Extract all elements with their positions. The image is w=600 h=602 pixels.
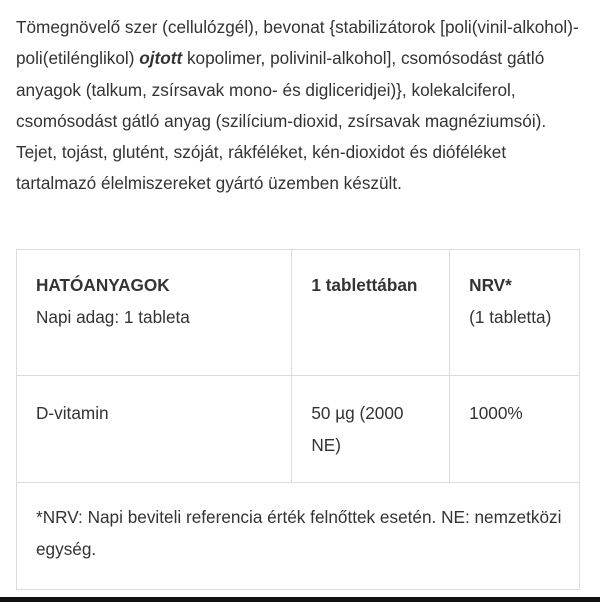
ingredients-emphasis: ojtott [139, 48, 183, 69]
header-nrv-cell [450, 250, 580, 376]
header-per-tablet: 1 tablettában [311, 275, 418, 295]
bottom-divider [0, 597, 600, 602]
header-per-tablet-cell [292, 250, 450, 376]
row-ingredient-name: D-vitamin [17, 376, 292, 483]
header-active-ingredients-cell [17, 250, 292, 376]
header-daily-dose: Napi adag: 1 tableta [36, 306, 190, 327]
header-nrv-sub: (1 tabletta) [469, 306, 552, 327]
allergen-note: Tejet, tojást, glutént, szóját, rákféléket, kén-dioxidot és dióféléket tartalmazó élelmiszereket gyártó üzemben készült. [16, 142, 507, 194]
row-amount: 50 µg (2000 NE) [292, 376, 450, 483]
table-footnote-row [17, 483, 580, 590]
ingredients-list [16, 12, 591, 137]
row-nrv: 1000% [450, 376, 580, 483]
header-nrv: NRV* [469, 275, 512, 295]
ingredients-section [16, 12, 591, 200]
table-row [17, 376, 580, 483]
ingredients-text-part2: kopolimer, polivinil-alkohol], csomósodást gátló anyagok (talkum, zsírsavak mono- és digliceridjei)}, kolekalciferol, csomósodást gátló anyag (szilícium-dioxid, zsírsavak magnéziumsói). [16, 48, 547, 131]
footnote: *NRV: Napi beviteli referencia érték felnőttek esetén. NE: nemzetközi egység. [17, 483, 580, 590]
header-active-ingredients: HATÓANYAGOK [36, 275, 170, 295]
table-header-row [17, 250, 580, 376]
nutrition-table [16, 249, 580, 590]
ingredients-text-part1: Tömegnövelő szer (cellulózgél), bevonat {stabilizátorok [poli(vinil-alkohol)-poli(etilénglikol) [16, 17, 579, 69]
